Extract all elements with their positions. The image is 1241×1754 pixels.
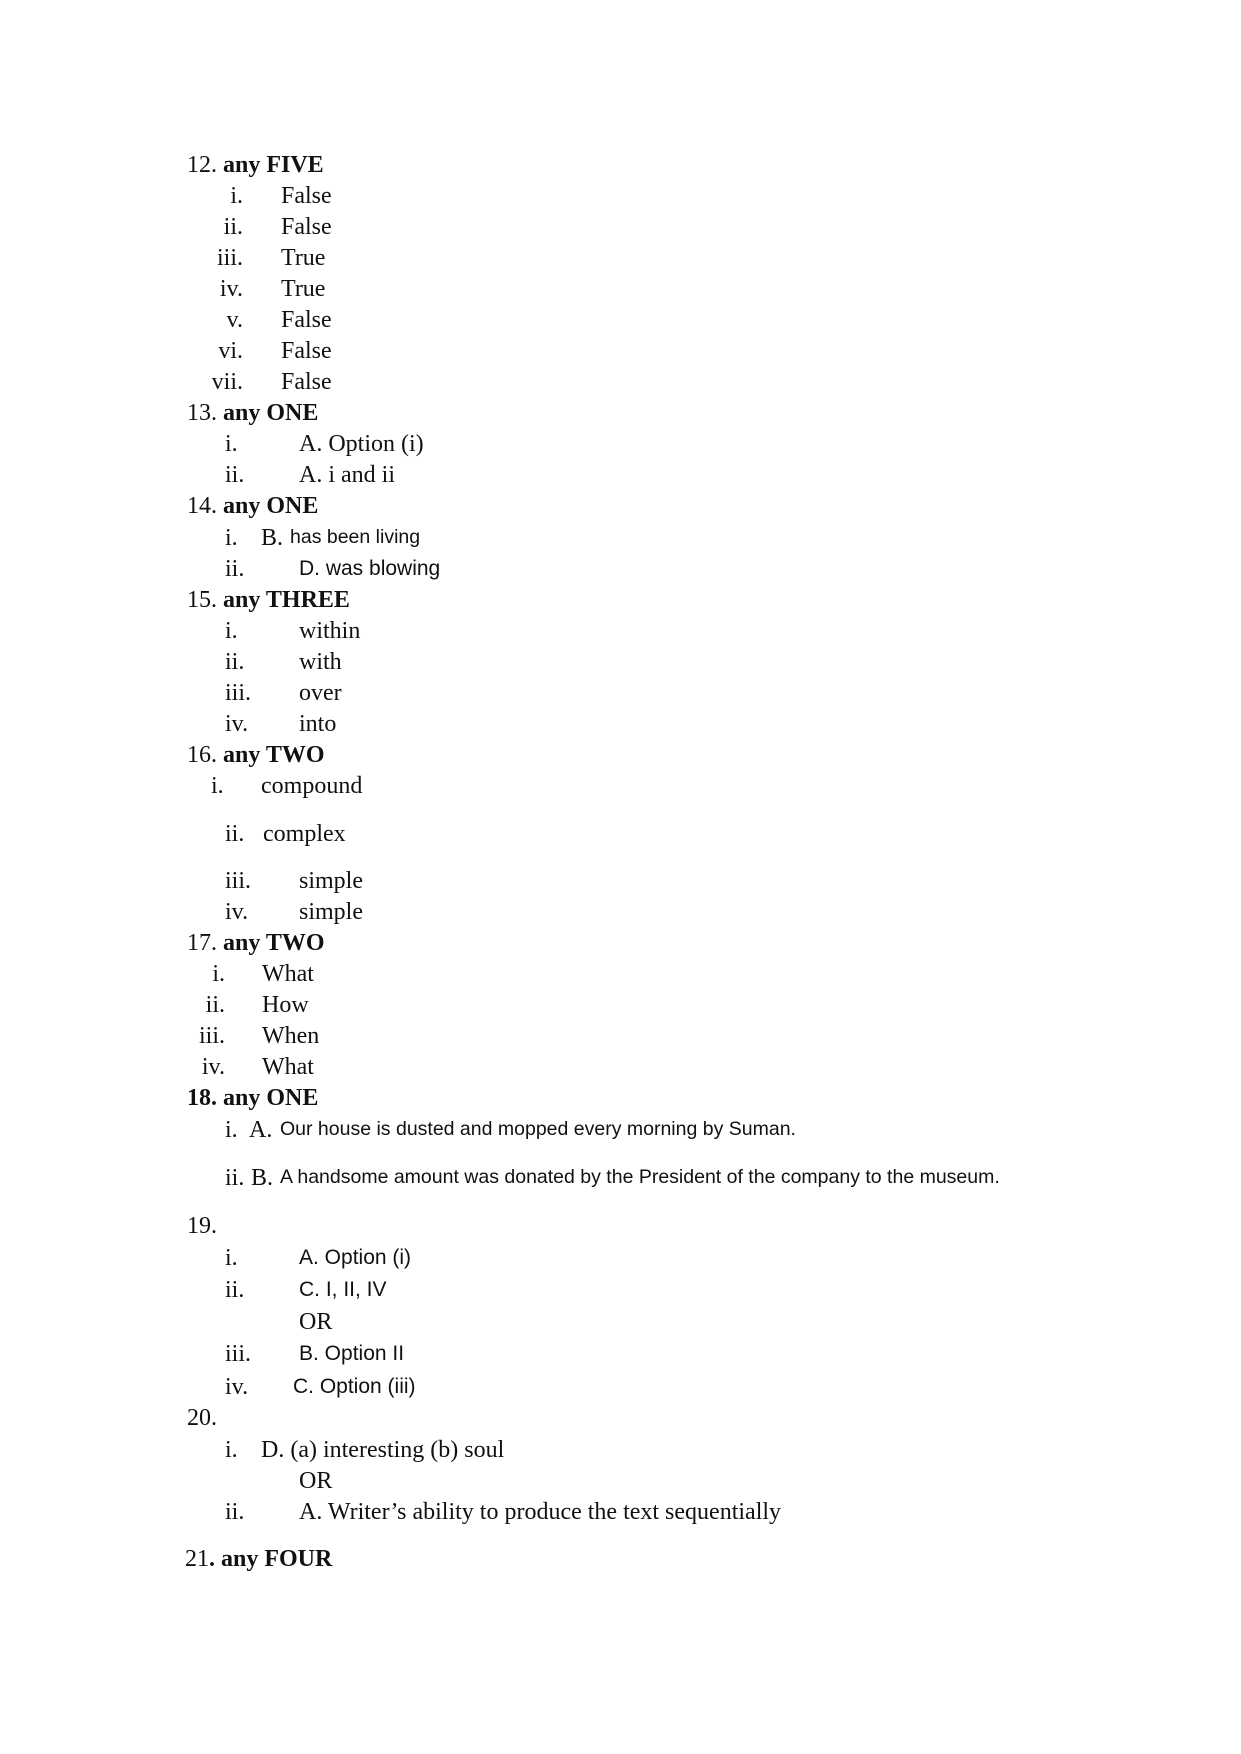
roman-numeral: ii. — [225, 556, 245, 582]
question-15-heading — [187, 588, 350, 612]
answer-text: B. Option II — [299, 1342, 405, 1365]
question-number: 13. — [187, 400, 217, 426]
roman-numeral: i. — [225, 525, 238, 551]
answer-text: A. i and ii — [299, 462, 395, 488]
answer-item — [211, 773, 363, 799]
answer-item — [225, 1499, 782, 1525]
answer-text: simple — [299, 868, 363, 894]
answer-item — [225, 1437, 505, 1463]
roman-numeral: ii. — [225, 1277, 245, 1303]
answer-letter: B. — [261, 525, 284, 551]
roman-numeral: iii. — [225, 1341, 252, 1367]
question-13-heading — [187, 401, 318, 425]
answer-text: A handsome amount was donated by the President of the company to the museum. — [280, 1166, 1000, 1188]
question-instruction: any TWO — [223, 930, 325, 956]
question-instruction: any ONE — [223, 1085, 319, 1111]
answer-text: True — [281, 276, 326, 302]
answer-item — [225, 462, 395, 488]
answer-text: compound — [261, 773, 363, 799]
question-number: 14. — [187, 493, 217, 519]
answer-letter: A. — [249, 1117, 273, 1143]
roman-numeral: iii. — [216, 245, 243, 271]
roman-numeral: ii. — [205, 992, 225, 1018]
roman-numeral: iii. — [225, 680, 252, 706]
roman-numeral: i. — [225, 1117, 238, 1143]
answer-text: OR — [299, 1468, 333, 1494]
answer-text: C. I, II, IV — [299, 1278, 387, 1301]
roman-numeral: i. — [225, 618, 238, 644]
question-instruction: any FIVE — [223, 152, 324, 178]
answer-text: A. Writer’s ability to produce the text sequentially — [299, 1499, 782, 1525]
answer-text: OR — [299, 1309, 333, 1335]
answer-text: D. was blowing — [299, 557, 441, 580]
answer-text: When — [262, 1023, 320, 1049]
question-number: 16. — [187, 742, 217, 768]
question-number: 19. — [187, 1213, 217, 1239]
answer-text: What — [262, 961, 314, 987]
answer-item — [225, 680, 342, 706]
answer-text: over — [299, 680, 342, 706]
question-19-heading — [187, 1214, 217, 1238]
question-instruction: . any FOUR — [209, 1546, 333, 1572]
roman-numeral: iii. — [198, 1023, 225, 1049]
answer-letter: B. — [251, 1165, 274, 1191]
roman-numeral: ii. — [225, 462, 245, 488]
roman-numeral: i. — [225, 431, 238, 457]
question-instruction: any ONE — [223, 493, 319, 519]
roman-numeral: i. — [212, 961, 225, 987]
answer-text: D. (a) interesting (b) soul — [261, 1437, 505, 1463]
answer-item — [225, 618, 361, 644]
roman-numeral: iv. — [225, 711, 249, 737]
answer-text: What — [262, 1054, 314, 1080]
answer-text: has been living — [290, 526, 421, 548]
roman-numeral: ii. — [225, 1499, 245, 1525]
answer-item — [225, 1341, 405, 1367]
answer-text: A. Option (i) — [299, 1246, 412, 1269]
roman-numeral: i. — [230, 183, 243, 209]
answer-text: False — [281, 307, 332, 333]
question-instruction: any ONE — [223, 400, 319, 426]
question-17-heading — [187, 931, 325, 955]
answer-text: C. Option (iii) — [293, 1375, 416, 1398]
answer-item — [225, 525, 421, 551]
answer-item — [225, 431, 424, 457]
question-18-heading — [187, 1086, 318, 1110]
question-number: 17. — [187, 930, 217, 956]
or-separator — [299, 1310, 332, 1334]
answer-text: False — [281, 183, 332, 209]
roman-numeral: vi. — [218, 338, 243, 364]
roman-numeral: vii. — [211, 369, 243, 395]
answer-item — [225, 868, 363, 894]
answer-text: Our house is dusted and mopped every morning by Suman. — [280, 1118, 796, 1140]
roman-numeral: i. — [225, 1245, 238, 1271]
roman-numeral: ii. — [223, 214, 243, 240]
answer-item — [225, 899, 363, 925]
question-21-heading — [185, 1547, 332, 1571]
question-12-heading — [187, 153, 324, 177]
question-instruction: any TWO — [223, 742, 325, 768]
question-instruction: any THREE — [223, 587, 350, 613]
roman-numeral: i. — [211, 773, 224, 799]
answer-text: simple — [299, 899, 363, 925]
answer-text: into — [299, 711, 337, 737]
question-number: 18. — [187, 1085, 217, 1111]
answer-text: with — [299, 649, 342, 675]
roman-numeral: ii. — [225, 649, 245, 675]
roman-numeral: iv. — [225, 899, 249, 925]
answer-item — [225, 1165, 1000, 1191]
question-number: 12. — [187, 152, 217, 178]
answer-text: complex — [263, 821, 346, 847]
question-16-heading — [187, 743, 325, 767]
roman-numeral: iv. — [225, 1374, 249, 1400]
answer-item — [225, 1277, 387, 1303]
answer-text: False — [281, 338, 332, 364]
answer-item — [225, 821, 346, 847]
question-number: 20. — [187, 1405, 217, 1431]
or-separator — [299, 1469, 332, 1493]
question-number: 21 — [185, 1546, 209, 1572]
answer-item — [225, 1374, 416, 1400]
answer-text: A. Option (i) — [299, 431, 424, 457]
answer-text: False — [281, 369, 332, 395]
answer-item — [225, 649, 342, 675]
question-number: 15. — [187, 587, 217, 613]
answer-text: How — [262, 992, 309, 1018]
roman-numeral: iv. — [219, 276, 243, 302]
roman-numeral: v. — [226, 307, 243, 333]
question-20-heading — [187, 1406, 217, 1430]
roman-numeral: ii. — [225, 821, 245, 847]
answer-item — [225, 556, 441, 582]
roman-numeral: i. — [225, 1437, 238, 1463]
roman-numeral: ii. — [225, 1165, 245, 1191]
question-14-heading — [187, 494, 318, 518]
answer-item — [225, 1117, 796, 1143]
answer-item — [225, 1245, 412, 1271]
answer-item — [225, 711, 337, 737]
roman-numeral: iii. — [225, 868, 252, 894]
answer-text: True — [281, 245, 326, 271]
answer-text: False — [281, 214, 332, 240]
answer-text: within — [299, 618, 361, 644]
roman-numeral: iv. — [201, 1054, 225, 1080]
